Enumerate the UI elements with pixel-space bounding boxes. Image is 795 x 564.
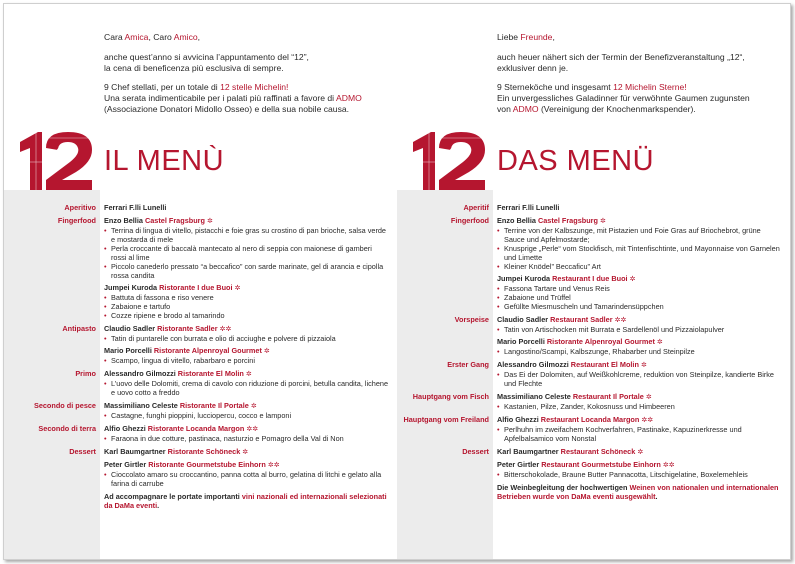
course-content: [497, 315, 782, 356]
menu-spread: [3, 3, 791, 560]
chef-name: Jumpei Kuroda: [497, 274, 553, 283]
michelin-star-icon: ✲✲: [219, 326, 232, 333]
chef-line: [497, 203, 782, 212]
dish-item: • Terrina di lingua di vitello, pistacchi e foie gras su crostino di pan brioche, salsa verde e mostarda di mele: [111, 226, 389, 244]
course-row: [4, 203, 394, 212]
course-row: [397, 447, 787, 479]
menu-list: [397, 203, 787, 501]
chef-line: [497, 392, 782, 402]
chef-line: [104, 203, 389, 212]
greeting: Liebe Freunde,: [497, 32, 555, 42]
chef-line: [104, 324, 389, 334]
dish-list: [497, 370, 782, 388]
course-row: [397, 392, 787, 411]
dish-item: • Faraona in due cotture, pastinaca, nasturzio e Pomagro della Val di Non: [111, 434, 389, 443]
chef-group: [497, 274, 782, 311]
chef-name: Karl Baumgartner: [104, 447, 168, 456]
dish-list: [104, 411, 389, 420]
menu-list: [4, 203, 394, 510]
michelin-star-icon: ✲✲: [641, 417, 654, 424]
dish-item: • Cozze ripiene e brodo al tamarindo: [111, 311, 389, 320]
dish-item: • Knusprige „Perle“ vom Stockfisch, mit Tintenfischtinte, und Mayonnaise von Garnelen und Limette: [504, 244, 782, 262]
chef-name: Peter Girtler: [497, 460, 542, 469]
chef-line: [497, 274, 782, 284]
course-content: [104, 447, 389, 488]
dish-item: • Bitterschokolade, Braune Butter Pannacotta, Litschigelatine, Boxelemehleis: [504, 470, 782, 479]
course-label: Erster Gang: [447, 360, 489, 369]
course-row: [397, 360, 787, 388]
chef-line: [497, 315, 782, 325]
chef-name: Claudio Sadler: [104, 324, 158, 333]
chef-name: Enzo Bellia: [497, 216, 538, 225]
dish-item: • Terrine von der Kalbszunge, mit Pistazien und Foie Gras auf Briochebrot, grüne Sauce und Apfelmostarde;: [504, 226, 782, 244]
chef-line: [497, 337, 782, 347]
dish-list: [104, 434, 389, 443]
chef-group: [497, 447, 782, 457]
course-content: [104, 324, 389, 365]
course-label: Vorspeise: [454, 315, 489, 324]
dish-list: [104, 226, 389, 280]
course-content: [497, 216, 782, 311]
michelin-star-icon: ✲: [250, 403, 257, 410]
chef-line: [497, 415, 782, 425]
dish-list: [104, 356, 389, 365]
chef-group: [104, 369, 389, 397]
restaurant-name: Restaurant Locanda Margon: [540, 415, 640, 424]
restaurant-name: Ristorante I due Buoi: [159, 283, 233, 292]
chef-group: [104, 203, 389, 212]
dish-item: • Tatin von Artischocken mit Burrata e Sardellenöl und Pizzaiolapulver: [504, 325, 782, 334]
course-label: Primo: [75, 369, 96, 378]
dish-list: [497, 425, 782, 443]
dish-list: [497, 470, 782, 479]
chef-group: [104, 324, 389, 343]
restaurant-name: Restaurant El Molin: [570, 360, 639, 369]
greeting: Cara Amica, Caro Amico,: [104, 32, 201, 42]
chef-line: [497, 216, 782, 226]
dish-list: [104, 334, 389, 343]
chef-name: Alfio Ghezzi: [497, 415, 541, 424]
michelin-star-icon: ✲: [242, 449, 249, 456]
michelin-star-icon: ✲: [640, 362, 647, 369]
course-content: [104, 216, 389, 320]
michelin-star-icon: ✲: [263, 348, 270, 355]
course-label: Hauptgang vom Freiland: [403, 415, 489, 424]
chef-name: Peter Girtler: [104, 460, 149, 469]
michelin-star-icon: ✲✲: [246, 426, 259, 433]
course-label: Fingerfood: [450, 216, 489, 225]
michelin-star-icon: ✲: [656, 339, 663, 346]
course-row: [4, 216, 394, 320]
chef-group: [497, 315, 782, 334]
restaurant-name: Ristorante Il Portale: [179, 401, 249, 410]
restaurant-name: Ristorante Schöneck: [167, 447, 241, 456]
dish-list: [497, 325, 782, 334]
dish-item: • Tatin di puntarelle con burrata e olio di acciughe e polvere di pizzaiola: [111, 334, 389, 343]
chef-name: Mario Porcelli: [497, 337, 547, 346]
restaurant-name: Ristorante Sadler: [157, 324, 218, 333]
dish-item: • Scampo, lingua di vitello, rabarbaro e porcini: [111, 356, 389, 365]
course-label: Dessert: [462, 447, 489, 456]
menu-title: IL MENÙ: [104, 145, 225, 177]
chef-group: [497, 203, 782, 212]
chef-group: [104, 460, 389, 488]
course-label: Hauptgang vom Fisch: [412, 392, 489, 401]
course-label: Dessert: [69, 447, 96, 456]
dish-item: • Kleiner Knödel” Beccaficu” Art: [504, 262, 782, 271]
chef-name: Jumpei Kuroda: [104, 283, 160, 292]
michelin-star-icon: ✲: [645, 394, 652, 401]
michelin-star-icon: ✲: [245, 371, 252, 378]
intro-paragraph-2: 9 Sterneköche und insgesamt 12 Michelin Sterne! Ein unvergessliches Galadinner für verwöhnte Gaumen zugunsten von ADMO (Vereinigung der Knochenmarkspender).: [497, 82, 750, 114]
chef-group: [497, 460, 782, 479]
chef-name: Massimiliano Celeste: [104, 401, 180, 410]
course-row: [397, 216, 787, 311]
michelin-star-icon: ✲✲: [614, 317, 627, 324]
intro-text: [104, 32, 394, 124]
michelin-star-icon: ✲: [629, 276, 636, 283]
course-label: Secondo di pesce: [33, 401, 96, 410]
page-italian: [4, 4, 397, 559]
dish-item: • Gefüllte Miesmuscheln und Tamarindensüppchen: [504, 302, 782, 311]
dish-item: • Piccolo canederlo pressato “a beccafico” con sarde marinate, gel di arancia e cipolla rossa candita: [111, 262, 389, 280]
chef-line: [497, 360, 782, 370]
chef-name: Claudio Sadler: [497, 315, 551, 324]
course-content: [497, 203, 782, 212]
dish-item: • Kastanien, Pilze, Zander, Kokosnuss und Himbeeren: [504, 402, 782, 411]
chef-group: [497, 392, 782, 411]
restaurant-name: Ristorante Locanda Margon: [147, 424, 245, 433]
course-content: [104, 424, 389, 443]
chef-line: [104, 369, 389, 379]
michelin-star-icon: ✲: [234, 285, 241, 292]
course-label: Aperitivo: [64, 203, 96, 212]
chef-group: [497, 415, 782, 443]
course-label: Antipasto: [62, 324, 96, 333]
intro-paragraph-2: 9 Chef stellati, per un totale di 12 stelle Michelin! Una serata indimenticabile per i palati più raffinati a favore di ADMO (Associazione Donatori Midollo Osseo) e della sua nobile causa.: [104, 82, 362, 114]
page-german: [397, 4, 790, 559]
dish-list: [497, 402, 782, 411]
wine-note: Die Weinbegleitung der hochwertigen Weinen von nationalen und internationalen Betrieben wurde von DaMa eventi ausgewählt.: [497, 483, 779, 501]
chef-group: [104, 447, 389, 457]
restaurant-name: Restaurant Gourmetstube Einhorn: [541, 460, 661, 469]
michelin-star-icon: ✲: [600, 218, 606, 225]
course-row: [397, 203, 787, 212]
chef-name: Alessandro Gilmozzi: [497, 360, 571, 369]
michelin-star-icon: ✲✲: [267, 462, 280, 469]
chef-group: [497, 216, 782, 271]
course-row: [4, 401, 394, 420]
chef-line: [104, 283, 389, 293]
course-label: Secondo di terra: [38, 424, 96, 433]
dish-list: [497, 226, 782, 271]
chef-line: [104, 346, 389, 356]
dish-item: • L’uovo delle Dolomiti, crema di cavolo con riduzione di porcini, betulla candita, lichene e uovo cotto a freddo: [111, 379, 389, 397]
chef-group: [104, 401, 389, 420]
course-row: [4, 324, 394, 365]
dish-item: • Zabaione und Trüffel: [504, 293, 782, 302]
dish-list: [497, 284, 782, 311]
chef-group: [497, 337, 782, 356]
dish-list: [104, 470, 389, 488]
chef-line: [497, 460, 782, 470]
course-content: [104, 369, 389, 397]
restaurant-name: Ristorante El Molin: [177, 369, 244, 378]
course-row: [4, 447, 394, 488]
course-row: [4, 424, 394, 443]
course-content: [497, 415, 782, 443]
dish-list: [104, 379, 389, 397]
twelve-heart-logo: [16, 132, 96, 190]
michelin-star-icon: ✲: [207, 218, 213, 225]
dish-list: [497, 347, 782, 356]
dish-item: • Battuta di fassona e riso venere: [111, 293, 389, 302]
chef-group: [497, 360, 782, 388]
chef-name: Ferrari F.lli Lunelli: [497, 203, 560, 212]
chef-name: Ferrari F.lli Lunelli: [104, 203, 167, 212]
menu-title: DAS MENÜ: [497, 145, 655, 177]
restaurant-name: Ristorante Alpenroyal Gourmet: [546, 337, 655, 346]
restaurant-name: Ristorante Gourmetstube Einhorn: [148, 460, 266, 469]
chef-group: [104, 216, 389, 280]
dish-item: • Perlhuhn im zweifachem Kochverfahren, Pastinake, Kapuzinerkresse und Apfelbalsamico vom Nonstal: [504, 425, 782, 443]
course-label: Aperitif: [463, 203, 489, 212]
wine-note: Ad accompagnare le portate importanti vini nazionali ed internazionali selezionati da DaMa eventi.: [104, 492, 387, 510]
course-content: [104, 203, 389, 212]
course-content: [104, 401, 389, 420]
dish-list: [104, 293, 389, 320]
course-row: [397, 315, 787, 356]
course-label: Fingerfood: [57, 216, 96, 225]
chef-line: [104, 447, 389, 457]
dish-item: • Cioccolato amaro su croccantino, panna cotta al burro, gelatina di litchi e gelato alla farina di carrube: [111, 470, 389, 488]
restaurant-name: Castel Fragsburg: [144, 216, 205, 225]
chef-name: Alfio Ghezzi: [104, 424, 148, 433]
restaurant-name: Restaurant I due Buoi: [552, 274, 628, 283]
chef-group: [104, 424, 389, 443]
course-content: [497, 360, 782, 388]
dish-item: • Fassona Tartare und Venus Reis: [504, 284, 782, 293]
chef-line: [104, 216, 389, 226]
dish-item: • Langostino/Scampi, Kalbszunge, Rhabarber und Steinpilze: [504, 347, 782, 356]
chef-group: [104, 283, 389, 320]
chef-group: [104, 346, 389, 365]
restaurant-name: Castel Fragsburg: [537, 216, 598, 225]
restaurant-name: Restaurant Sadler: [550, 315, 613, 324]
restaurant-name: Ristorante Alpenroyal Gourmet: [153, 346, 262, 355]
chef-name: Enzo Bellia: [104, 216, 145, 225]
chef-line: [104, 460, 389, 470]
intro-paragraph-1: anche quest’anno si avvicina l’appuntamento del “12”, la cena di beneficenza più esclusiva di sempre.: [104, 51, 309, 73]
course-row: [4, 369, 394, 397]
chef-line: [104, 401, 389, 411]
chef-name: Alessandro Gilmozzi: [104, 369, 178, 378]
dish-item: • Das Ei der Dolomiten, auf Weißkohlcreme, reduktion von Steinpilze, kandierte Birke und Flechte: [504, 370, 782, 388]
dish-item: • Perla croccante di baccalà mantecato al nero di seppia con maionese di gamberi rossi al lime: [111, 244, 389, 262]
michelin-star-icon: ✲: [637, 449, 644, 456]
restaurant-name: Restaurant Schöneck: [560, 447, 636, 456]
chef-line: [104, 424, 389, 434]
intro-paragraph-1: auch heuer nähert sich der Termin der Benefizveranstaltung „12“, exklusiver denn je.: [497, 51, 745, 73]
chef-name: Karl Baumgartner: [497, 447, 561, 456]
course-content: [497, 392, 782, 411]
chef-line: [497, 447, 782, 457]
course-content: [497, 447, 782, 479]
chef-name: Mario Porcelli: [104, 346, 154, 355]
course-row: [397, 415, 787, 443]
twelve-heart-logo: [409, 132, 489, 190]
dish-item: • Zabaione e tartufo: [111, 302, 389, 311]
chef-name: Massimiliano Celeste: [497, 392, 573, 401]
restaurant-name: Restaurant Il Portale: [572, 392, 644, 401]
dish-item: • Castagne, funghi pioppini, lucciopercu, cocco e lamponi: [111, 411, 389, 420]
intro-text: [497, 32, 787, 124]
michelin-star-icon: ✲✲: [662, 462, 675, 469]
